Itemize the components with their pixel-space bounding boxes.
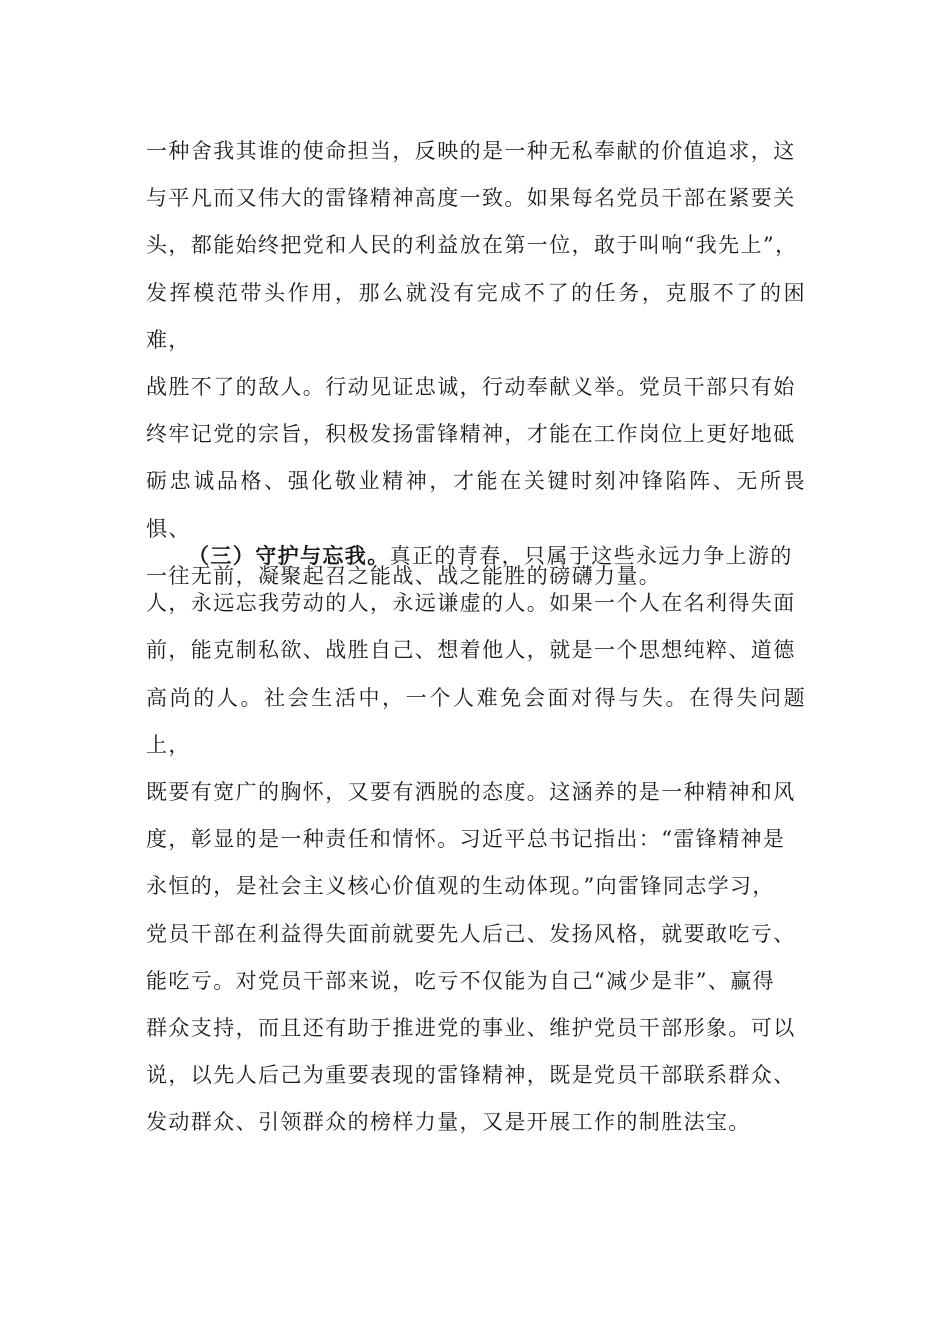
paragraph-2 <box>146 532 806 1147</box>
section-heading: （三）守护与忘我。 <box>188 543 390 568</box>
text-line: 永恒的，是社会主义核心价值观的生动体现。”向雷锋同志学习， <box>146 874 775 899</box>
text-line: 战胜不了的敌人。行动见证忠诚，行动奉献义举。党员干部只有始 <box>146 375 796 400</box>
text-line: 头，都能始终把党和人民的利益放在第一位，敢于叫响“我先上”， <box>146 233 798 258</box>
first-line-text: 真正的青春，只属于这些永远力争上游的 <box>389 544 793 568</box>
paragraph-1 <box>146 128 806 600</box>
text-line: 终牢记党的宗旨，积极发扬雷锋精神，才能在工作岗位上更好地砥 <box>146 422 796 447</box>
text-line: 发挥模范带头作用，那么就没有完成不了的任务，克服不了的困难， <box>146 280 806 352</box>
text-line: 一往无前，凝聚起召之能战、战之能胜的磅礴力量。 <box>146 563 662 588</box>
text-line: 高尚的人。社会生活中，一个人难免会面对得与失。在得失问题上， <box>146 685 806 757</box>
text-line-first <box>146 532 806 580</box>
text-line: 说，以先人后己为重要表现的雷锋精神，既是党员干部联系群众、 <box>146 1063 796 1088</box>
text-line: 度，彰显的是一种责任和情怀。习近平总书记指出：“雷锋精神是 <box>146 827 786 852</box>
text-line: 党员干部在利益得失面前就要先人后己、发扬风格，就要敢吃亏、 <box>146 921 796 946</box>
text-line: 能吃亏。对党员干部来说，吃亏不仅能为自己“减少是非”、赢得 <box>146 968 776 993</box>
text-line: 砺忠诚品格、强化敬业精神，才能在关键时刻冲锋陷阵、无所畏惧、 <box>146 469 806 541</box>
text-line: 与平凡而又伟大的雷锋精神高度一致。如果每名党员干部在紧要关 <box>146 186 796 211</box>
text-line: 一种舍我其谁的使命担当，反映的是一种无私奉献的价值追求，这 <box>146 139 796 163</box>
text-line: 群众支持，而且还有助于推进党的事业、维护党员干部形象。可以 <box>146 1016 796 1041</box>
text-line: 发动群众、引领群众的榜样力量，又是开展工作的制胜法宝。 <box>146 1110 751 1135</box>
text-line: 前，能克制私欲、战胜自己、想着他人，就是一个思想纯粹、道德 <box>146 638 796 663</box>
text-line: 既要有宽广的胸怀，又要有洒脱的态度。这涵养的是一种精神和风 <box>146 780 796 805</box>
text-line: 人，永远忘我劳动的人，永远谦虚的人。如果一个人在名利得失面 <box>146 591 796 616</box>
